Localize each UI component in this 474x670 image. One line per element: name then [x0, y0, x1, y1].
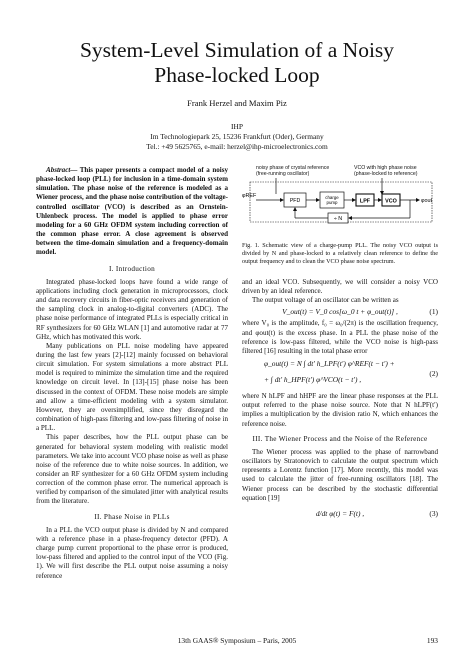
intro-paragraph-1: Integrated phase-locked loops have found a wide range of applications including clock generation in microprocessors, clock and data recovery circuits in fiber-optic receivers and generation of the sampling clock in analog-to-digital converters (ADC). The phase noise performance of integrated PLLs is especially critical in RF synthesizers for 60 GHz WLAN [1] and automotive radar at 77 GHz, which has motivated this work. — [36, 277, 228, 341]
divider-label: ÷ N — [333, 216, 343, 222]
pll-block-diagram — [242, 164, 438, 240]
abstract — [36, 166, 228, 258]
right-paragraph-2: The output voltage of an oscillator can be written as — [252, 296, 399, 305]
charge-pump-label: charge pump — [325, 195, 339, 205]
affil-address: Im Technologiepark 25, 15236 Frankfurt (Oder), Germany — [150, 132, 324, 142]
paper-title — [40, 38, 434, 88]
section-heading-intro: I. Introduction — [108, 264, 156, 273]
equation-1-body: V_out(t) = V_0 cos[ω_0 t + φ_out(t)] , — [282, 307, 398, 317]
equation-2-line-1: φ_out(t) = N ∫ dt′ h_LPF(t′) φ^REF(t − t′) + — [264, 359, 395, 369]
left-column — [36, 166, 228, 581]
right-paragraph-1: and an ideal VCO. Subsequently, we will consider a noisy VCO driven by an ideal reference. — [242, 278, 438, 296]
conference-name: 13th GAAS® Symposium – Paris, 2005 — [177, 636, 297, 645]
phase-noise-paragraph-1: In a PLL the VCO output phase is divided by N and compared with a reference phase in a phase-frequency detector (PFD). A charge pump current proportional to the phase error is produced, low-pass filtered and applied to the control input of the VCO (Fig. 1). We will first describe the PLL output noise assuming a noisy reference — [36, 525, 228, 580]
vco-noise-label: VCO with high phase noise (phase-locked to reference) — [354, 165, 418, 177]
right-paragraph-4: where N hLPF and hHPF are the linear phase responses at the PLL output referred to the phase noise source. Note that N hLPF(t′) implies a multiplication by the division ratio N, which enhances the reference noise. — [242, 392, 438, 428]
affil-org: IHP — [231, 122, 243, 131]
section-heading-wiener: III. The Wiener Process and the Noise of the Reference — [252, 434, 428, 443]
equation-3-number: (3) — [429, 508, 438, 518]
lpf-label: LPF — [359, 198, 371, 205]
section-heading-phase-noise: II. Phase Noise in PLLs — [94, 512, 170, 521]
right-column — [242, 278, 438, 521]
phi-ref-label: φREF — [242, 193, 257, 199]
right-paragraph-3: where V₀ is the amplitude, f₀ = ω₀/(2π) is the oscillation frequency, and φout(t) is the excess phase. In a PLL the phase noise of the reference is low-pass filtered, while the VCO noise is high-pass filtered [16] resulting in the total phase error — [242, 319, 438, 355]
equation-2 — [242, 356, 438, 392]
title-line-2: Phase-locked Loop — [154, 63, 320, 87]
equation-1-number: (1) — [429, 307, 438, 317]
wiener-paragraph-1: The Wiener process was applied to the phase of narrowband oscillators by Stratonovich to calculate the output spectrum which represents a Lorentz function [17]. More recently, this model was used to calculate the jitter of free-running oscillators [18]. The Wiener process can be described by the stochastic differential equation [19] — [242, 447, 438, 502]
intro-paragraph-2: Many publications on PLL noise modeling have appeared during the last few years [2]-[12] mainly focussed on behavioral circuit simulation. For system simulations a more abstract PLL model is required to minimize the simulation time and the required knowledge on circuit level. In [13]-[15] phase noise has been discussed in the context of OFDM. These noise models are simple and allow a time-efficient modeling with a system simulator. However, they are oversimplified, since they disregard the combination of high-pass filtering and low-pass filtering of noise in a PLL. — [36, 341, 228, 433]
figure-caption: Fig. 1. Schematic view of a charge-pump PLL. The noisy VCO output is divided by N and phase-locked to a relatively clean reference to define the output frequency and to clean the VCO phase noise spectrum. — [242, 242, 438, 265]
abstract-lead: Abstract — [46, 166, 71, 174]
abstract-text: — This paper presents a compact model of a noisy phase-locked loop (PLL) for inclusion in a time-domain system simulation. The phase noise of the reference is modeled as a Wiener process, and the phase noise contribution of the voltage-controlled oscillator (VCO) is described as an Ornstein-Uhlenbeck process. The model is applied to phase error modeling for a 60 GHz OFDM system including correction of the common phase error. A close agreement is observed between the time-domain simulation and a frequency-domain model. — [36, 166, 228, 257]
equation-1 — [242, 305, 438, 319]
equation-3-body: d/dt φ(t) = F(t) , — [315, 508, 365, 518]
affiliation — [40, 122, 434, 153]
affil-contact: Tel.: +49 5625765, e-mail: herzel@ihp-microelectronics.com — [146, 142, 328, 152]
ref-noise-label: noisy phase of crystal reference (free-running oscillator) — [256, 165, 330, 177]
equation-3 — [242, 507, 438, 521]
equation-2-number: (2) — [429, 369, 438, 379]
pfd-label: PFD — [289, 198, 301, 204]
equation-2-line-2: + ∫ dt′ h_HPF(t′) φ^VCO(t − t′) , — [264, 375, 362, 385]
authors: Frank Herzel and Maxim Piz — [187, 98, 287, 108]
intro-paragraph-3: This paper describes, how the PLL output phase can be generated for behavioral system modeling with realistic model parameters. We take into account VCO phase noise as well as phase noise of the reference due to white noise sources. In addition, we consider an RF synthesizer for a 60 GHz OFDM system including correction of the common phase error. The numerical approach is verified by comparison of the simulated jitter with analytical results from the literature. — [36, 433, 228, 506]
page-number: 193 — [426, 636, 438, 645]
title-line-1: System-Level Simulation of a Noisy — [79, 38, 395, 62]
vco-label: VCO — [385, 198, 397, 205]
phi-out-label: φout — [421, 198, 432, 204]
